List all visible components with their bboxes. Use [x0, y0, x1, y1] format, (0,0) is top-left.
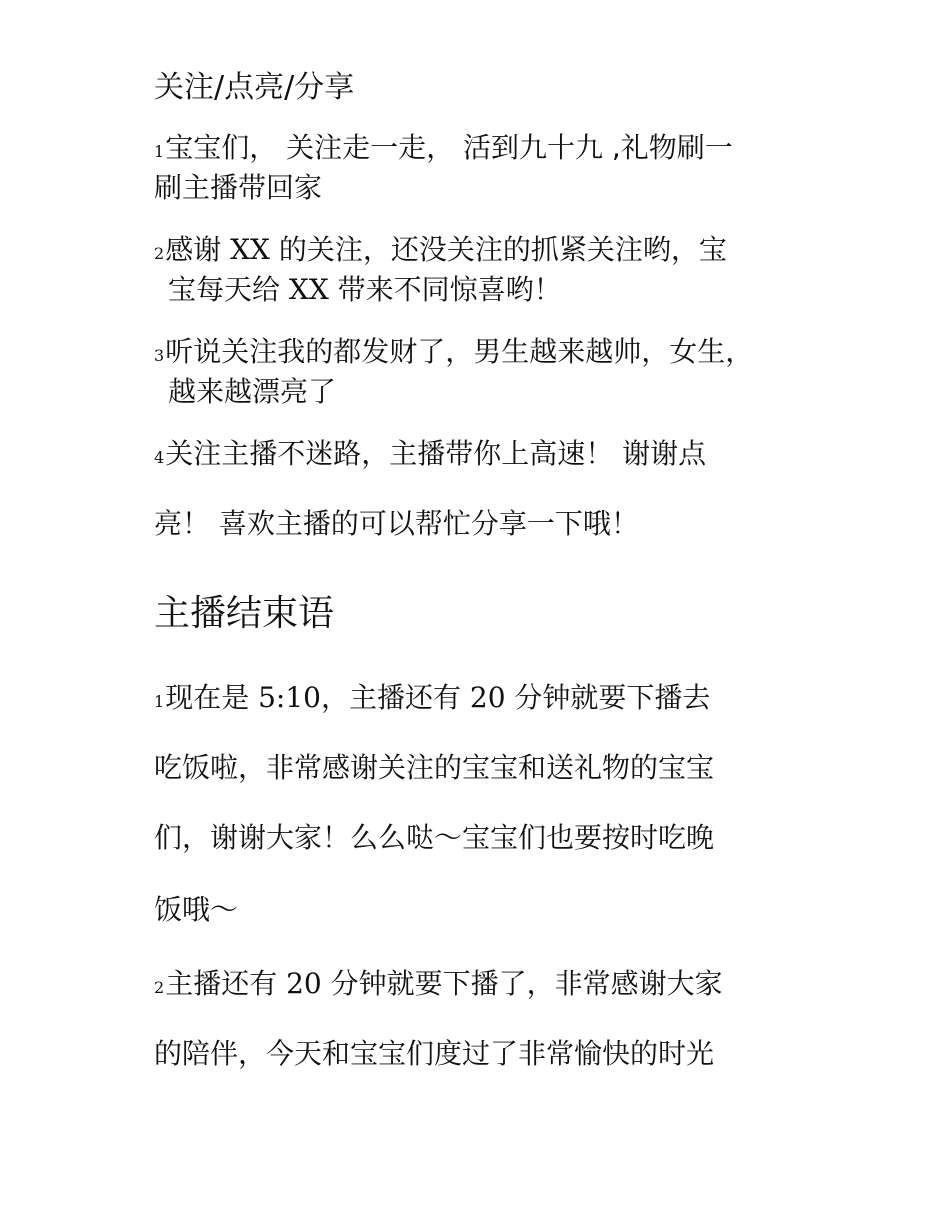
section-heading-closing: 主播结束语: [154, 593, 335, 634]
closing-item-2-line-1: [154, 966, 723, 1006]
follow-item-3-line-1: [154, 334, 753, 374]
item-number: 4: [154, 448, 165, 467]
follow-item-3-line-2: 越来越漂亮了: [168, 375, 337, 408]
item-text: 宝宝们， 关注走一走， 活到九十九 ,礼物刷一: [165, 131, 733, 164]
item-text-minutes: 20: [286, 967, 322, 1000]
item-text: 主播还有: [165, 967, 287, 1000]
item-text: 感谢: [165, 233, 231, 266]
closing-item-1-line-2: 吃饭啦，非常感谢关注的宝宝和送礼物的宝宝: [154, 751, 715, 784]
closing-item-1-line-4: 饭哦～: [154, 893, 239, 926]
item-text: 听说关注我的都发财了，男生越来越帅，女生，: [165, 335, 754, 368]
item-number: 2: [154, 244, 165, 263]
item-text-name: XX: [288, 273, 329, 306]
follow-item-2-line-2: [168, 272, 562, 308]
item-text-name: XX: [230, 233, 270, 266]
follow-item-1-line-1: [154, 130, 733, 170]
item-text: 关注主播不迷路，主播带你上高速！ 谢谢点: [165, 437, 707, 470]
item-text-minutes: 20: [469, 681, 506, 714]
item-text: ，主播还有: [320, 681, 470, 714]
item-text: 的关注，还没关注的抓紧关注哟，宝: [269, 233, 727, 266]
closing-item-2-line-2: 的陪伴，今天和宝宝们度过了非常愉快的时光: [154, 1037, 715, 1070]
follow-item-1-line-2: 刷主播带回家: [154, 171, 323, 204]
item-number: 1: [154, 142, 165, 161]
closing-item-1-line-3: 们，谢谢大家！么么哒～宝宝们也要按时吃晚: [154, 821, 715, 854]
item-text: 宝每天给: [168, 273, 289, 306]
item-text: 现在是: [165, 681, 259, 714]
follow-item-4-line-1: [154, 436, 706, 476]
item-number: 2: [154, 978, 165, 997]
closing-item-1-line-1: [154, 680, 710, 720]
follow-item-2-line-1: [154, 232, 727, 272]
item-number: 3: [154, 346, 165, 365]
follow-item-4-line-2: 亮！ 喜欢主播的可以帮忙分享一下哦！: [154, 507, 639, 540]
section-heading-follow: 关注/点亮/分享: [154, 70, 355, 105]
item-text-time: 5:10: [258, 681, 321, 714]
item-text: 分钟就要下播了，非常感谢大家: [321, 967, 723, 1000]
item-number: 1: [154, 692, 165, 711]
item-text: 分钟就要下播去: [505, 681, 711, 714]
item-text: 带来不同惊喜哟！: [328, 273, 562, 306]
